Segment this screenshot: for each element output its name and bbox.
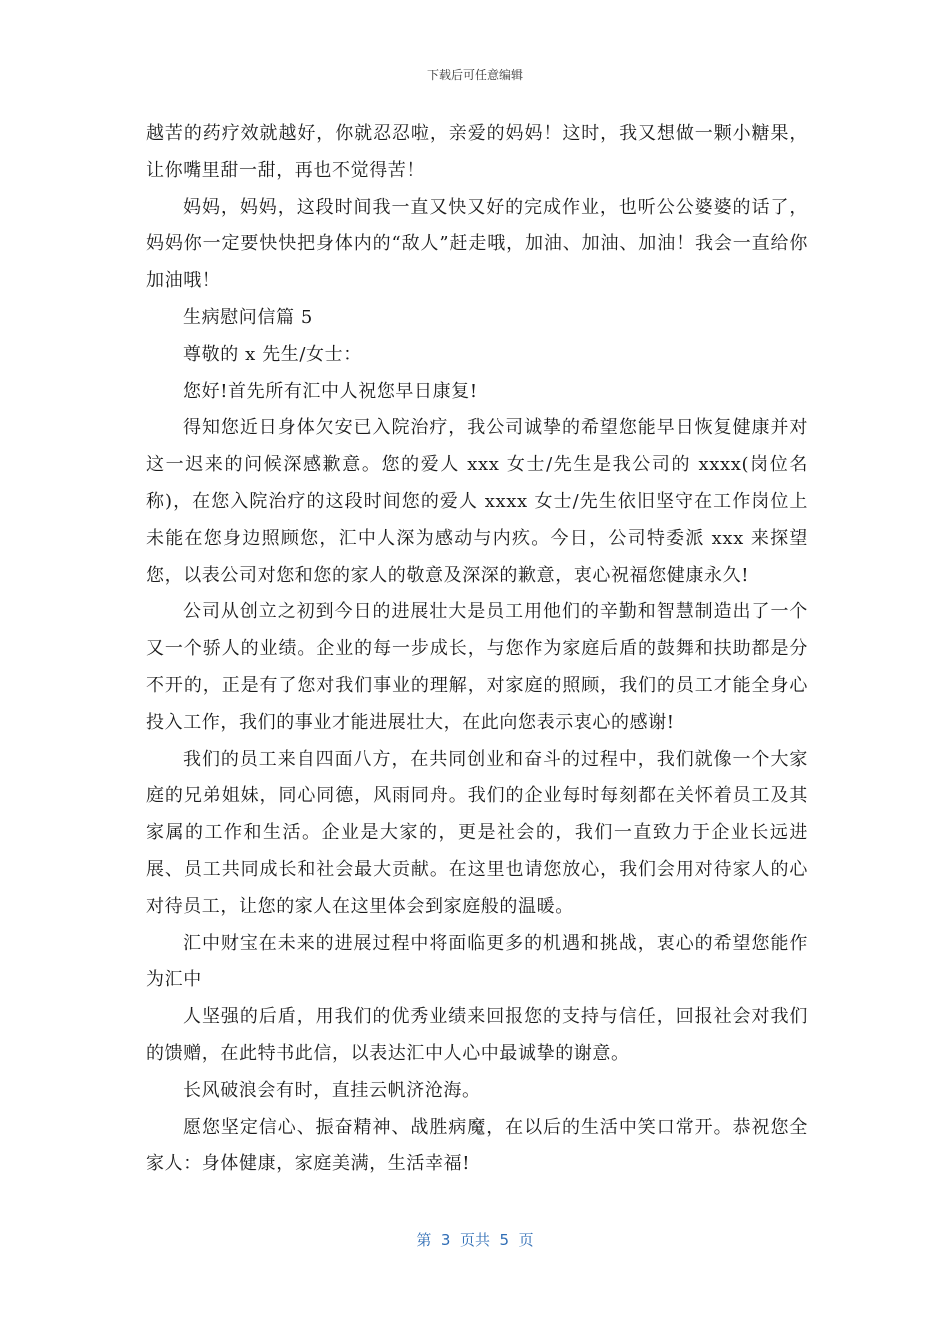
paragraph: 妈妈，妈妈，这段时间我一直又快又好的完成作业，也听公公婆婆的话了，妈妈你一定要快快把身体内的“敌人”赶走哦，加油、加油、加油！我会一直给你加油哦！: [146, 196, 808, 292]
closing-paragraph: 愿您坚定信心、振奋精神、战胜病魔，在以后的生活中笑口常开。恭祝您全家人：身体健康，家庭美满，生活幸福!: [146, 1116, 808, 1175]
paragraph: 长风破浪会有时，直挂云帆济沧海。: [183, 1079, 481, 1101]
page-number-footer: 第 3 页共 5 页: [416, 1231, 534, 1249]
paragraph: 我们的员工来自四面八方，在共同创业和奋斗的过程中，我们就像一个大家庭的兄弟姐妹，同心同德，风雨同舟。我们的企业每时每刻都在关怀着员工及其家属的工作和生活。企业是大家的，更是社会的，我们一直致力于企业长远进展、员工共同成长和社会最大贡献。在这里也请您放心，我们会用对待家人的心对待员工，让您的家人在这里体会到家庭般的温暖。: [146, 748, 808, 917]
paragraph: 人坚强的后盾，用我们的优秀业绩来回报您的支持与信任，回报社会对我们的馈赠，在此特书此信，以表达汇中人心中最诚挚的谢意。: [146, 1006, 808, 1064]
page-header: 下载后可任意编辑: [426, 68, 523, 82]
paragraph: 汇中财宝在未来的进展过程中将面临更多的机遇和挑战，衷心的希望您能作为汇中: [146, 932, 808, 991]
salutation: 尊敬的 x 先生/女士：: [183, 343, 362, 365]
document-body: [146, 116, 808, 1183]
paragraph: 公司从创立之初到今日的进展壮大是员工用他们的辛勤和智慧制造出了一个又一个骄人的业绩。企业的每一步成长，与您作为家庭后盾的鼓舞和扶助都是分不开的，正是有了您对我们事业的理解，对家庭的照顾，我们的员工才能全身心投入工作，我们的事业才能进展壮大，在此向您表示衷心的感谢!: [146, 601, 808, 733]
paragraph: 越苦的药疗效就越好，你就忍忍啦，亲爱的妈妈！这时，我又想做一颗小糖果，让你嘴里甜一甜，再也不觉得苦！: [146, 123, 808, 181]
greeting: 您好!首先所有汇中人祝您早日康复!: [183, 380, 478, 402]
section-title: 生病慰问信篇 5: [183, 306, 313, 328]
paragraph: 得知您近日身体欠安已入院治疗，我公司诚挚的希望您能早日恢复健康并对这一迟来的问候深感歉意。您的爱人 xxx 女士/先生是我公司的 xxxx(岗位名称)，在您入院治疗的这段时间您的爱人 xxxx 女士/先生依旧坚守在工作岗位上未能在您身边照顾您，汇中人深为感动与内疚。今日，公司特委派 xxx 来探望您，以表公司对您和您的家人的敬意及深深的歉意，衷心祝福您健康永久!: [146, 417, 808, 586]
